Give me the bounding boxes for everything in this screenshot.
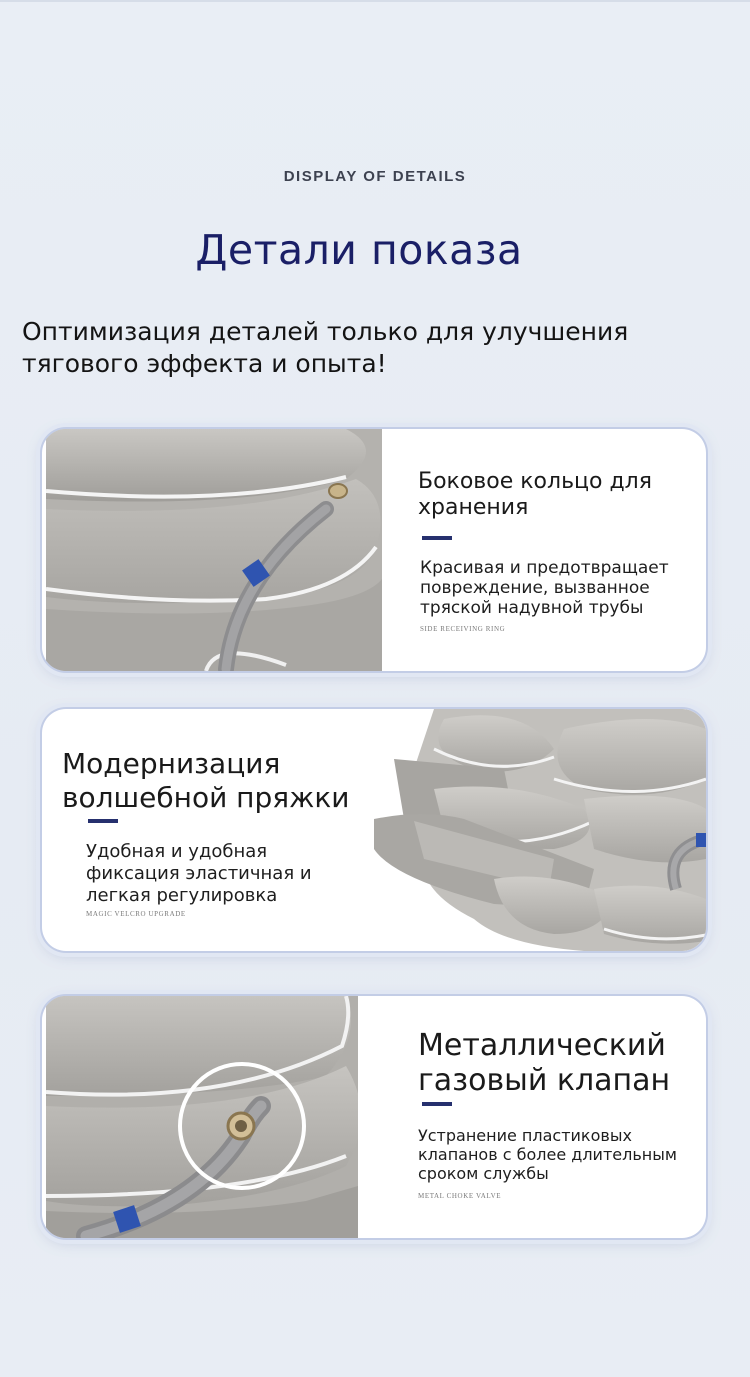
feature-card-velcro [42,709,706,951]
top-divider [0,0,750,2]
feature-card-side-ring [42,429,706,671]
card-caption: METAL CHOKE VALVE [418,1192,502,1200]
card-heading: Металлический газовый клапан [418,1028,671,1098]
velcro-photo [354,709,706,951]
intro-text: Оптимизация деталей только для улучшения тягового эффекта и опыта! [22,317,629,378]
card-caption: SIDE RECEIVING RING [420,625,506,633]
card-description: Красивая и предотвращает повреждение, вызванное тряской надувной трубы [420,558,669,618]
page-title: Детали показа [195,226,523,274]
accent-dash [422,536,452,540]
side-ring-photo [46,429,382,671]
card-heading: Модернизация волшебной пряжки [62,747,350,814]
metal-valve-photo [46,996,358,1238]
section-eyebrow: DISPLAY OF DETAILS [283,168,467,185]
card-description: Удобная и удобная фиксация эластичная и легкая регулировка [86,841,312,906]
feature-card-metal-valve [42,996,706,1238]
card-caption: MAGIC VELCRO UPGRADE [86,910,186,918]
card-heading: Боковое кольцо для хранения [418,469,652,520]
accent-dash [422,1102,452,1106]
accent-dash [88,819,118,823]
card-description: Устранение пластиковых клапанов с более длительным сроком службы [418,1126,677,1183]
